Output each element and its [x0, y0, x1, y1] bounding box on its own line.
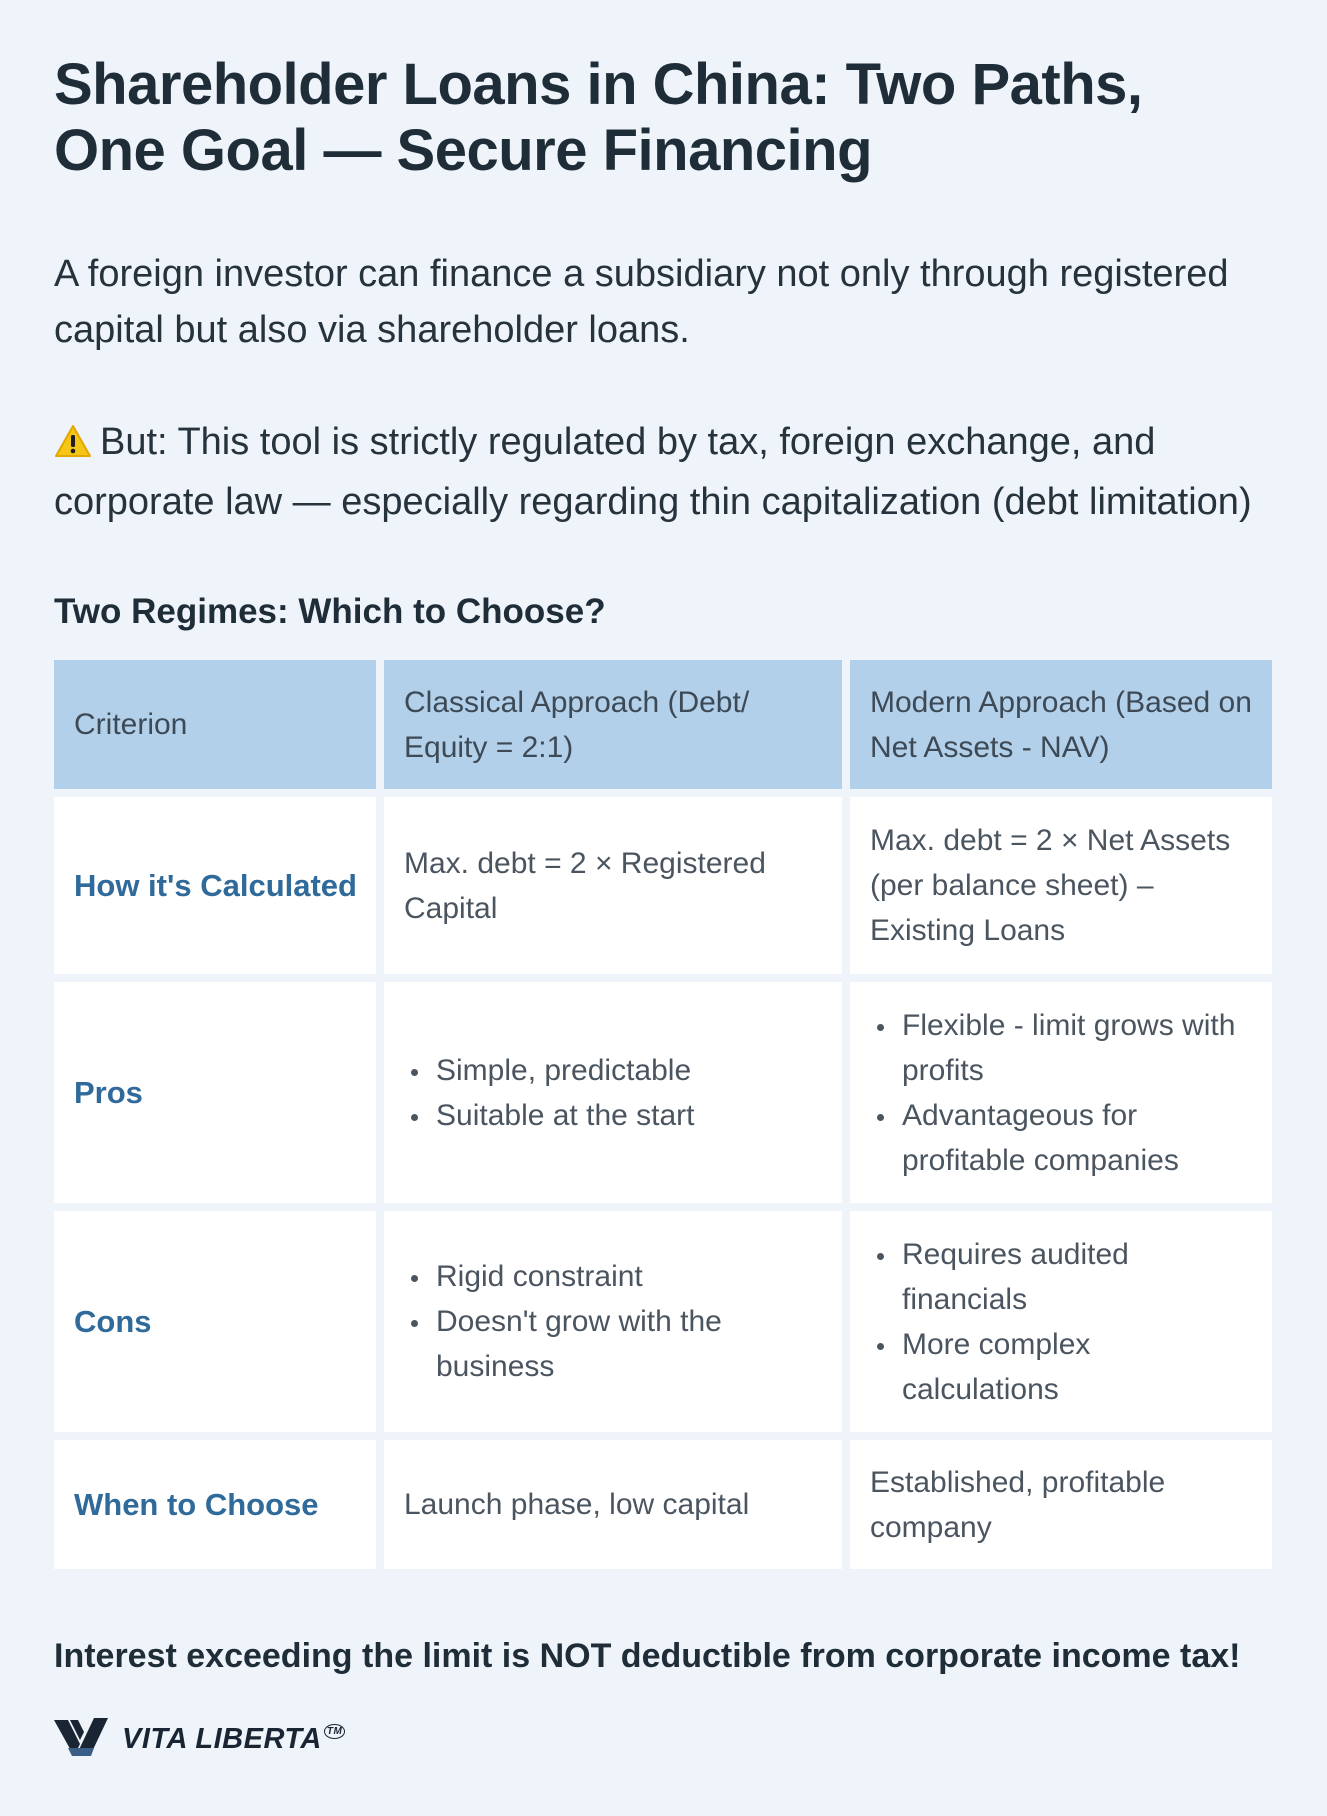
list-item: • More complex calculations: [898, 1322, 1254, 1412]
list-item: • Flexible - limit grows with profits: [898, 1003, 1254, 1093]
criterion-cons: Cons: [54, 1211, 376, 1432]
criterion-when: When to Choose: [54, 1440, 376, 1569]
brand-name-text: VITA LIBERTA: [122, 1723, 322, 1755]
page-title: [54, 52, 1204, 184]
modern-pros-list: [870, 1003, 1254, 1183]
comparison-table: [54, 660, 1272, 1569]
classical-cons-list: [404, 1254, 824, 1389]
vl-logo-icon: [54, 1716, 110, 1763]
list-item: • Rigid constraint: [432, 1254, 824, 1299]
footer-note: Interest exceeding the limit is NOT deductible from corporate income tax!: [54, 1637, 1241, 1675]
classical-cons: [384, 1211, 842, 1432]
brand-name: [122, 1723, 345, 1756]
modern-cons-list: [870, 1232, 1254, 1412]
modern-pros: [850, 982, 1272, 1203]
list-item: • Advantageous for profitable companies: [898, 1093, 1254, 1183]
header-classical: Classical Approach (Debt/ Equity = 2:1): [384, 660, 842, 789]
title-line-1: Shareholder Loans in China: Two Paths,: [54, 52, 1143, 117]
header-criterion: Criterion: [54, 660, 376, 789]
section-title: Two Regimes: Which to Choose?: [54, 592, 606, 631]
warning-paragraph: [54, 414, 1279, 530]
trademark-mark: TM: [324, 1724, 345, 1739]
classical-pros-list: [404, 1048, 695, 1138]
list-item: • Suitable at the start: [432, 1093, 695, 1138]
classical-when: Launch phase, low capital: [384, 1440, 842, 1569]
modern-when: Established, profitable company: [850, 1440, 1272, 1569]
criterion-calculation: How it's Calculated: [54, 797, 376, 974]
criterion-pros: Pros: [54, 982, 376, 1203]
list-item: • Doesn't grow with the business: [432, 1299, 824, 1389]
brand-logo: [54, 1716, 345, 1763]
classical-calculation: Max. debt = 2 × Registered Capital: [384, 797, 842, 974]
header-modern: Modern Approach (Based on Net Assets - NAV): [850, 660, 1272, 789]
list-item: • Requires audited financials: [898, 1232, 1254, 1322]
intro-paragraph: A foreign investor can finance a subsidiary not only through registered capital but also via shareholder loans.: [54, 253, 1229, 351]
warning-icon: [54, 418, 92, 474]
warning-text: But: This tool is strictly regulated by tax, foreign exchange, and corporate law — especially regarding thin capitalization (debt limitation): [54, 421, 1252, 523]
classical-pros: [384, 982, 842, 1203]
modern-calculation: Max. debt = 2 × Net Assets (per balance sheet) – Existing Loans: [850, 797, 1272, 974]
modern-cons: [850, 1211, 1272, 1432]
title-line-2: One Goal — Secure Financing: [54, 118, 873, 183]
list-item: • Simple, predictable: [432, 1048, 695, 1093]
